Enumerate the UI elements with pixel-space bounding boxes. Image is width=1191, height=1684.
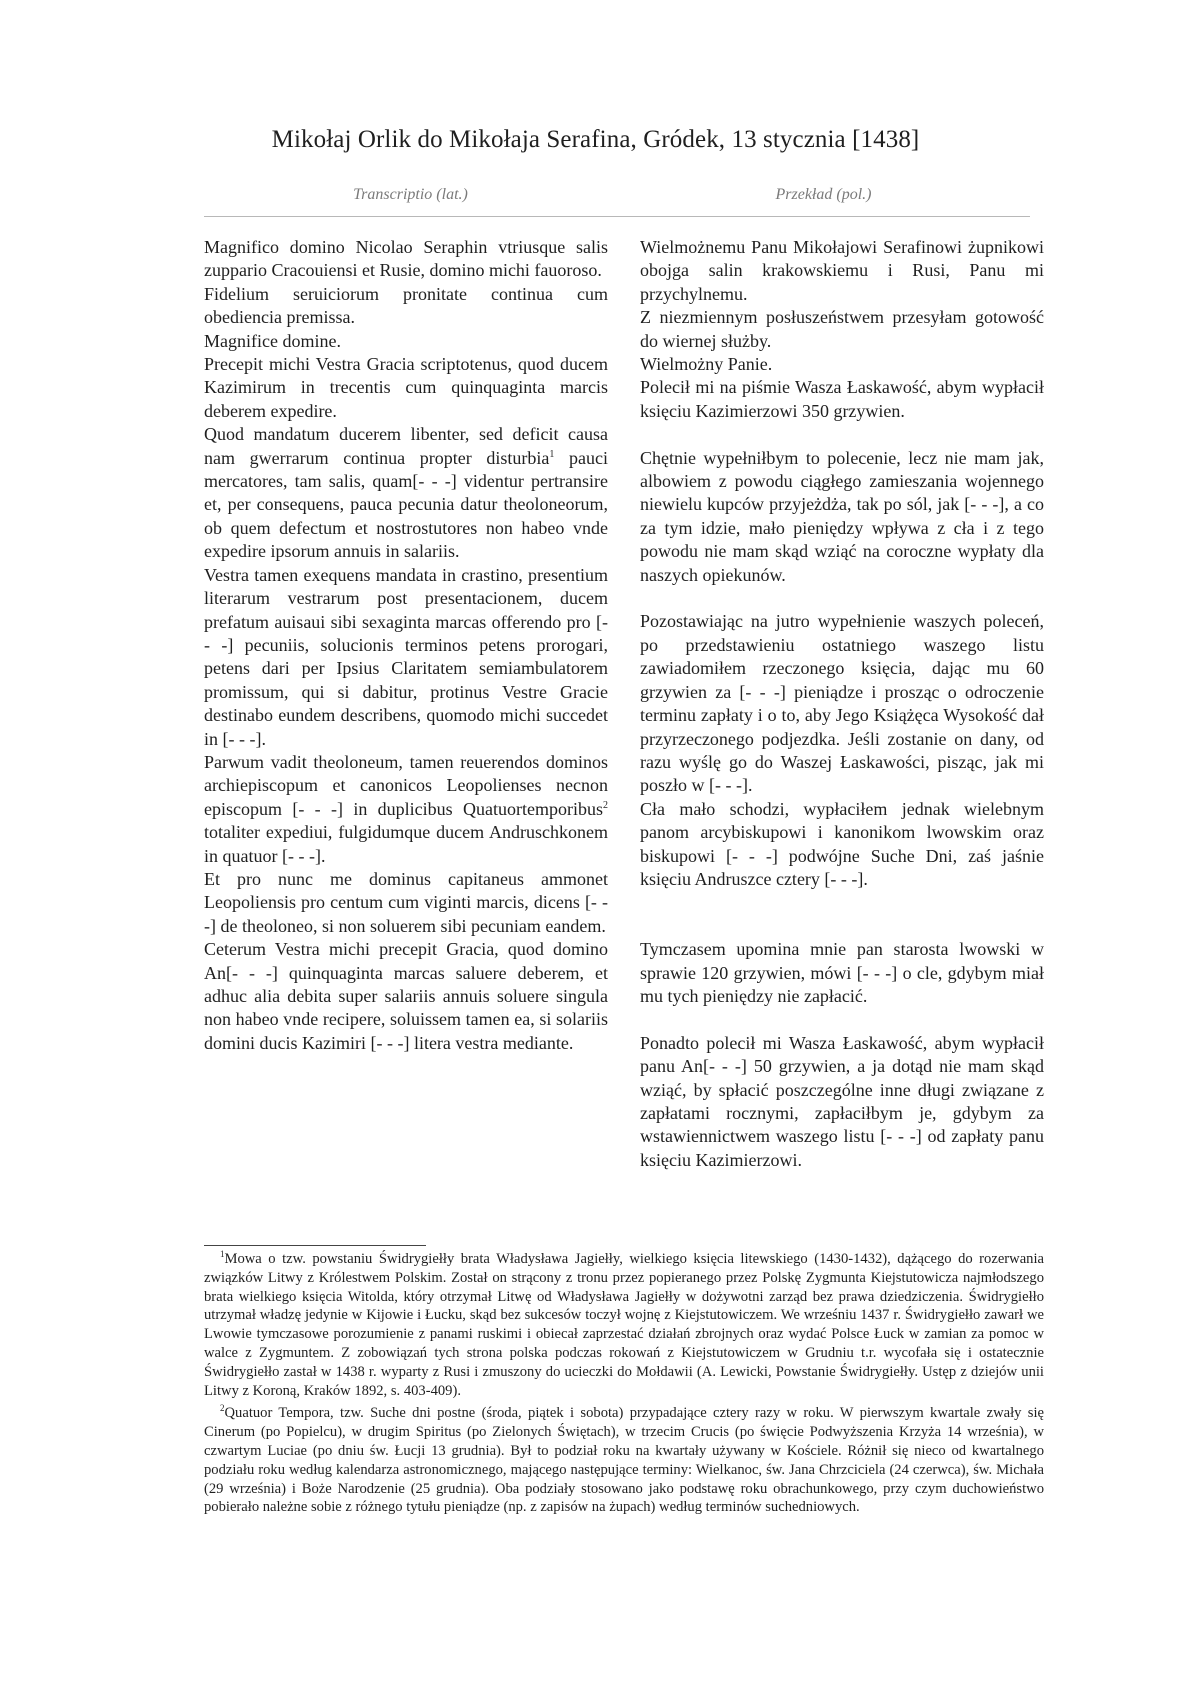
polish-paragraph: Polecił mi na piśmie Wasza Łaskawość, abym wypłacił księciu Kazimierzowi 350 grzywien. — [640, 377, 1044, 421]
latin-paragraph — [204, 751, 608, 868]
footnote-number: 1 — [220, 1249, 225, 1260]
footnotes — [204, 1250, 1044, 1521]
polish-paragraph: Wielmożnemu Panu Mikołajowi Serafinowi żupnikowi obojga salin krakowskiemu i Rusi, Panu mi przychylnemu. — [640, 237, 1044, 304]
footnote-number: 2 — [220, 1403, 225, 1414]
column-headings — [204, 186, 1030, 217]
footnote-marker: 2 — [603, 799, 608, 811]
latin-paragraph: Vestra tamen exequens mandata in crastino, presentium literarum vestrarum post presentacionem, ducem prefatum auisaui sibi sexaginta marcas offerendo pro [- - -] pecuniis, solucionis terminos petens prorogari, petens dari per Ipsius Claritatem semiambulatorem promissum, qui si dabitur, protinus Vestre Gracie destinabo eundem describens, quomodo michi succedet in [- - -]. — [204, 564, 608, 749]
latin-paragraph-text: Parwum vadit theoloneum, tamen reuerendos dominos archiepiscopum et canonicos Leopolienses necnon episcopum [- - -] in duplicibus Quatuortemporibus — [204, 751, 608, 819]
footnote-text: Mowa o tzw. powstaniu Świdrygiełły brata Władysława Jagiełły, wielkiego księcia litewskiego (1430-1432), dążącego do rozerwania związków Litwy z Królestwem Polskim. Został on strącony z tronu przez popieranego przez Polskę Zygmunta Kiejstutowicza najmłodszego brata wielkiego księcia Witolda, który otrzymał Litwę od Władysława Jagiełły w dożywotni zarząd bez prawa dziedziczenia. Świdrygiełło utrzymał władzę jedynie w Kijowie i Łucku, skąd bez sukcesów toczył wojnę z Kiejstutowiczem. We wrześniu 1437 r. Świdrygiełło zawarł we Lwowie tymczasowe porozumienie z panami ruskimi i obiecał zaprzestać działań zbrojnych oraz wydać Polsce Łuck w zamian za pomoc w walce z Zygmuntem. Z zobowiązań tych strona polska podczas rokowań z Kiejstutowiczem w Grudniu t.r. wycofała się i ostatecznie Świdrygiełło zastał w 1438 r. wyparty z Rusi i zmuszony do ucieczki do Mołdawii (A. Lewicki, Powstanie Świdrygiełły. Ustęp z dziejów unii Litwy z Koroną, Kraków 1892, s. 403-409). — [204, 1251, 1044, 1399]
footnote-text: Quatuor Tempora, tzw. Suche dni postne (środa, piątek i sobota) przypadające cztery razy w roku. W pierwszym kwartale zwały się Cinerum (po Popielcu), w drugim Spiritus (po Zielonych Świętach), w trzecim Crucis (po święcie Podwyższenia Krzyża 14 września), w czwartym Luciae (po dniu św. Łucji 13 grudnia). Był to podział roku na kwartały używany w Kościele. Różnił się nieco od kwartalnego podziału roku według kalendarza astronomicznego, mającego następujące terminy: Wielkanoc, św. Jana Chrzciciela (24 czerwca), św. Michała (29 września) i Boże Narodzenie (25 grudnia). Oba podziały stosowano jako podstawę roku obrachunkowego, przy czym duchowieństwo pobierało należne sobie z różnego tytułu pieniądze (np. z zapisów na żupach) według terminów suchedniowych. — [204, 1405, 1044, 1516]
page-title: Mikołaj Orlik do Mikołaja Serafina, Gródek, 13 stycznia [1438] — [271, 126, 920, 153]
polish-translation — [640, 236, 1044, 1172]
latin-paragraph: Magnifice domine. — [204, 330, 341, 351]
footnote-1 — [204, 1250, 1044, 1400]
latin-paragraph: Et pro nunc me dominus capitaneus ammonet Leopoliensis pro centum cum viginti marcis, dicens [- - -] de theoloneo, si non soluerem sibi pecuniam eandem. — [204, 868, 608, 936]
polish-paragraph: Ponadto polecił mi Wasza Łaskawość, abym wypłacił panu An[- - -] 50 grzywien, a ja dotąd nie mam skąd wziąć, by spłacić poszczególne inne długi związane z zapłatami rocznymi, zapłaciłbym je, gdybym za wstawiennictwem waszego listu [- - -] od zapłaty panu księciu Kazimierzowi. — [640, 1032, 1044, 1170]
polish-column-heading: Przekład (pol.) — [775, 186, 872, 203]
latin-paragraph: Ceterum Vestra michi precepit Gracia, quod domino An[- - -] quinquaginta marcas saluere deberem, et adhuc alia debita super salariis annuis soluere singula non habeo vnde recipere, soluissem tamen ea, si solariis domini ducis Kazimiri [- - -] litera vestra mediante. — [204, 939, 608, 1053]
footnote-separator — [204, 1245, 426, 1246]
footnote-marker: 1 — [549, 448, 555, 460]
latin-paragraph: Magnifico domino Nicolao Seraphin vtriusque salis zuppario Cracouiensi et Rusie, domino michi fauoroso. — [204, 237, 608, 281]
latin-paragraph-text: totaliter expediui, fulgidumque ducem Andruschkonem in quatuor [- - -]. — [204, 822, 608, 866]
polish-paragraph: Wielmożny Panie. — [640, 354, 773, 375]
polish-paragraph: Tymczasem upomina mnie pan starosta lwowski w sprawie 120 grzywien, mówi [- - -] o cle, gdybym miał mu tych pieniędzy nie zapłacić. — [640, 939, 1044, 1006]
polish-paragraph: Z niezmiennym posłuszeństwem przesyłam gotowość do wiernej służby. — [640, 307, 1044, 351]
latin-paragraph: Fidelium seruiciorum pronitate continua cum obediencia premissa. — [204, 283, 608, 328]
latin-paragraph — [204, 423, 608, 563]
polish-paragraph: Pozostawiając na jutro wypełnienie waszych poleceń, po przedstawieniu ostatniego waszego listu zawiadomiłem rzeczonego księcia, dając mu 60 grzywien za [- - -] pieniądze i prosząc o odroczenie terminu zapłaty i o to, aby Jego Książęca Wysokość dał przyrzeczonego podjezdka. Jeśli zostanie on dany, od razu wyślę go do Waszej Łaskawości, pisząc, jak mi poszło w [- - -]. — [640, 611, 1044, 796]
polish-paragraph: Cła mało schodzi, wypłaciłem jednak wielebnym panom arcybiskupowi i kanonikom lwowskim oraz biskupowi [- - -] podwójne Suche Dni, zaś jaśnie księciu Andruszce cztery [- - -]. — [640, 798, 1044, 889]
latin-column-heading: Transcriptio (lat.) — [353, 186, 468, 203]
latin-paragraph: Precepit michi Vestra Gracia scriptotenus, quod ducem Kazimirum in trecentis cum quinquaginta marcis deberem expedire. — [204, 354, 608, 421]
latin-paragraph-text: Quod mandatum ducerem libenter, sed deficit causa nam gwerrarum continua propter disturbia — [204, 424, 608, 468]
latin-transcription — [204, 236, 608, 1055]
polish-paragraph: Chętnie wypełniłbym to polecenie, lecz nie mam jak, albowiem z powodu ciągłego zamieszania wojennego niewielu kupców przyjeżdża, tak po sól, jak [- - -], a co za tym idzie, mało pieniędzy wpływa z cła i z tego powodu nie mam skąd wziąć na coroczne wypłaty dla naszych opiekunów. — [640, 447, 1044, 585]
footnote-2 — [204, 1404, 1044, 1517]
latin-paragraph-text: pauci mercatores, tam salis, quam[- - -] videntur pertransire et, per consequens, pauca pecunia datur theoloneorum, ob quem defectum et nostrostutores non habeo vnde expedire ipsorum annuis in salariis. — [204, 447, 608, 562]
